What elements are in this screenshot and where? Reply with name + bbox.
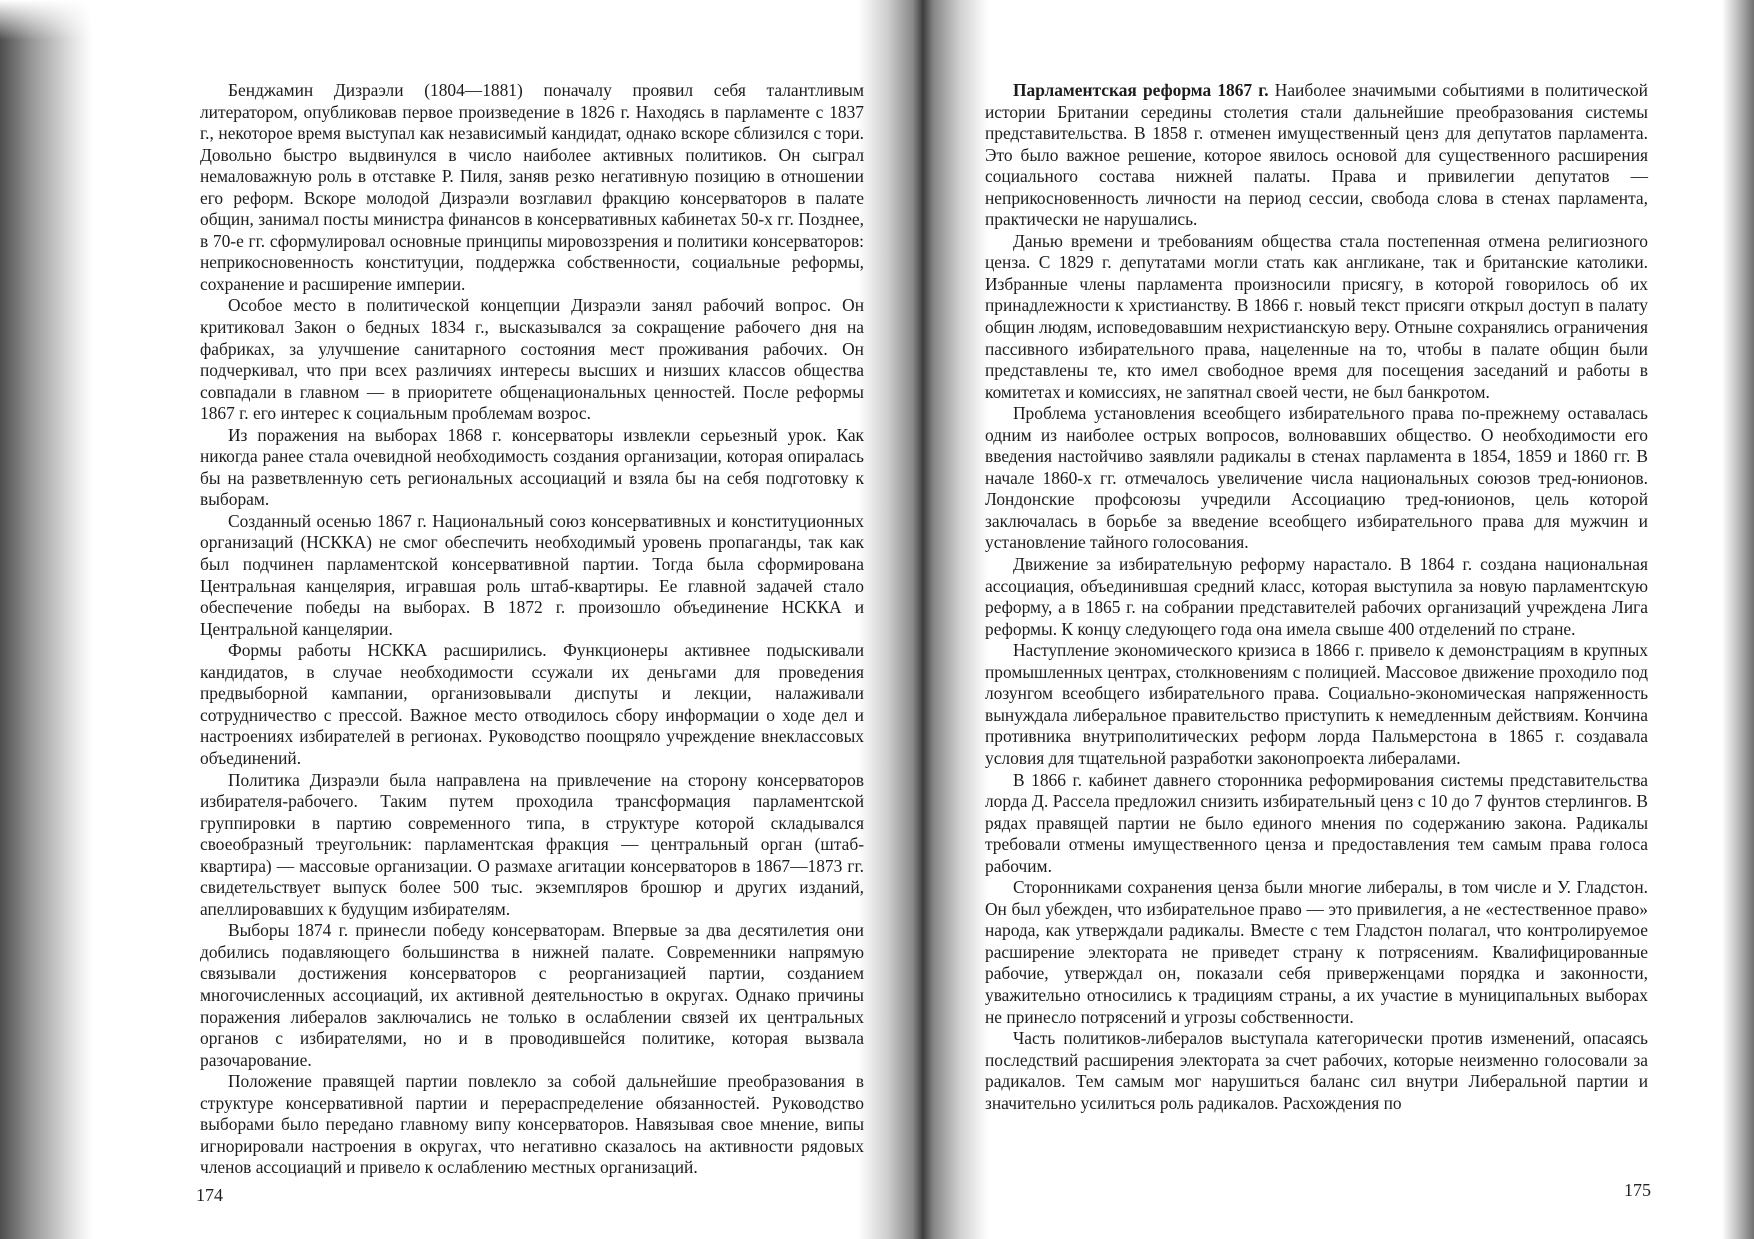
right-paragraph-4: Наступление экономического кризиса в 1866 г. привело к демонстрациям в крупных промышленных центрах, столкновениям с полицией. Массовое движение проходило под лозунгом всеобщего избирательного права. Социально-экономическая напряженность вынуждала либеральное правительство приступить к немедленным действиям. Кончина противника внутриполитических реформ лорда Пальмерстона в 1865 г. создавала условия для тщательной разработки законопроекта либералами. [985, 640, 1648, 768]
right-paragraph-5: В 1866 г. кабинет давнего сторонника реформирования системы представительства лорда Д. Рассела предложил снизить избирательный ценз с 10 до 7 фунтов стерлингов. В рядах правящей партии не было единого мнения по содержанию закона. Радикалы требовали отмены имущественного ценза и предоставления тем самым права голоса рабочим. [985, 769, 1648, 876]
left-paragraph-7: Выборы 1874 г. принесли победу консерваторам. Впервые за два десятилетия они добились подавляющего большинства в нижней палате. Современники напрямую связывали достижения консерваторов с реорганизацией партии, созданием многочисленных ассоциаций, их активной деятельностью в округах. Однако причины поражения либералов заключались не только в ослаблении связей их центральных органов с избирателями, но и в проводившейся политике, которая вызвала разочарование. [200, 920, 864, 1070]
page-number-left: 174 [196, 1185, 223, 1205]
page-number-right: 175 [1624, 1180, 1651, 1200]
left-paragraph-3: Из поражения на выборах 1868 г. консерваторы извлекли серьезный урок. Как никогда ранее стала очевидной необходимость создания организации, которая опиралась бы на разветвленную сеть региональных ассоциаций и взяла бы на себя подготовку к выборам. [200, 424, 864, 510]
right-paragraph-7: Часть политиков-либералов выступала категорически против изменений, опасаясь последствий расширения электората за счет рабочих, которые неизменно голосовали за радикалов. Тем самым мог нарушиться баланс сил внутри Либеральной партии и значительно усилиться роль радикалов. Расхождения по [985, 1028, 1648, 1113]
scan-left-edge-shadow [0, 0, 92, 1239]
right-page-text [985, 80, 1648, 1114]
right-paragraph-3: Движение за избирательную реформу нарастало. В 1864 г. создана национальная ассоциация, объединившая средний класс, которая выступила за новую парламентскую реформу, а в 1865 г. на собрании представителей рабочих организаций учреждена Лига реформы. К концу следующего года она имела свыше 400 отделений по стране. [985, 554, 1648, 639]
left-paragraph-4: Созданный осенью 1867 г. Национальный союз консервативных и конституционных организаций (НСККА) не смог обеспечить необходимый уровень пропаганды, так как был подчинен парламентской консервативной партии. Тогда была сформирована Центральная канцелярия, игравшая роль штаб-квартиры. Ее главной задачей стало обеспечение победы на выборах. В 1872 г. произошло объединение НСККА и Центральной канцелярии. [200, 510, 864, 639]
book-spine-shadow [858, 0, 988, 1239]
left-paragraph-8: Положение правящей партии повлекло за собой дальнейшие преобразования в структуре консервативной партии и перераспределение обязанностей. Руководство выборами было передано главному випу консерваторов. Навязывая свое мнение, випы игнорировали настроения в округах, что негативно сказалось на активности рядовых членов ассоциаций и привело к ослаблению местных организаций. [200, 1071, 864, 1178]
left-paragraph-2: Особое место в политической концепции Дизраэли занял рабочий вопрос. Он критиковал Закон о бедных 1834 г., высказывался за сокращение рабочего дня на фабриках, за улучшение санитарного состояния мест проживания рабочих. Он подчеркивал, что при всех различиях интересы высших и низших классов общества совпадали в главном — в приоритете общенациональных ценностей. После реформы 1867 г. его интерес к социальным проблемам возрос. [200, 295, 864, 424]
right-lead-paragraph [985, 80, 1648, 231]
left-paragraph-6: Политика Дизраэли была направлена на привлечение на сторону консерваторов избирателя-рабочего. Таким путем проходила трансформация парламентской группировки в партию современного типа, в структуре которой складывался своеобразный треугольник: парламентская фракция — центральный орган (штаб-квартира) — массовые организации. О размахе агитации консерваторов в 1867—1873 гг. свидетельствует выпуск более 500 тыс. экземпляров брошюр и других изданий, апеллировавших к будущим избирателям. [200, 769, 864, 919]
right-lead-text: Наиболее значимыми событиями в политической истории Британии середины столетия стали дальнейшие преобразования системы представительства. В 1858 г. отменен имущественный ценз для депутатов парламента. Это было важное решение, которое явилось основой для существенного расширения социального состава нижней палаты. Права и привилегии депутатов — неприкосновенность личности на период сессии, свобода слова в стенах парламента, практически не нарушались. [985, 80, 1648, 230]
right-paragraph-1: Данью времени и требованиям общества стала постепенная отмена религиозного ценза. С 1829 г. депутатами могли стать как англикане, так и британские католики. Избранные члены парламента произносили присягу, в которой говорилось об их принадлежности к христианству. В 1866 г. новый текст присяги открыл доступ в палату общин людям, исповедовавшим нехристианскую веру. Отныне сохранялись ограничения пассивного избирательного права, нацеленные на то, чтобы в палате общин были представлены те, кто имел свободное время для посещения заседаний и работы в комитетах и комиссиях, не запятнал своей чести, не был банкротом. [985, 230, 1648, 402]
left-page-text [200, 80, 864, 1179]
scan-left-edge-fade [0, 0, 92, 40]
section-heading: Парламентская реформа 1867 г. [1013, 80, 1269, 100]
right-paragraph-6: Сторонниками сохранения ценза были многие либералы, в том числе и У. Гладстон. Он был убежден, что избирательное право — это привилегия, а не «естественное право» народа, как утверждали радикалы. Вместе с тем Гладстон полагал, что контролируемое расширение электората не приведет страну к потрясениям. Квалифицированные рабочие, утверждал он, показали себя приверженцами порядка и законности, уважительно относились к традициям страны, а их участие в муниципальных выборах не принесло потрясений и угрозы собственности. [985, 877, 1648, 1027]
scan-right-edge-shadow [1722, 0, 1754, 1239]
right-paragraph-2: Проблема установления всеобщего избирательного права по-прежнему оставалась одним из наиболее острых вопросов, волновавших общество. О необходимости его введения настойчиво заявляли радикалы в стенах парламента в 1854, 1859 и 1860 гг. В начале 1860-х гг. отмечалось увеличение числа национальных союзов тред-юнионов. Лондонские профсоюзы учредили Ассоциацию тред-юнионов, цель которой заключалась в борьбе за введение всеобщего избирательного права для мужчин и установление тайного голосования. [985, 403, 1648, 553]
left-paragraph-1: Бенджамин Дизраэли (1804—1881) поначалу проявил себя талантливым литератором, опубликовав первое произведение в 1826 г. Находясь в парламенте с 1837 г., некоторое время выступал как независимый кандидат, однако вскоре сблизился с тори. Довольно быстро выдвинулся в число наиболее активных политиков. Он сыграл немаловажную роль в отставке Р. Пиля, заняв резко негативную позицию в отношении его реформ. Вскоре молодой Дизраэли возглавил фракцию консерваторов в палате общин, занимал посты министра финансов в консервативных кабинетах 50-х гг. Позднее, в 70-е гг. сформулировал основные принципы мировоззрения и политики консерваторов: неприкосновенность конституции, поддержка собственности, социальные реформы, сохранение и расширение империи. [200, 80, 864, 294]
left-paragraph-5: Формы работы НСККА расширились. Функционеры активнее подыскивали кандидатов, в случае необходимости ссужали их деньгами для проведения предвыборной кампании, организовывали диспуты и лекции, налаживали сотрудничество с прессой. Важное место отводилось сбору информации о ходе дел и настроениях избирателей в регионах. Руководство поощряло учреждение внеклассовых объединений. [200, 640, 864, 768]
